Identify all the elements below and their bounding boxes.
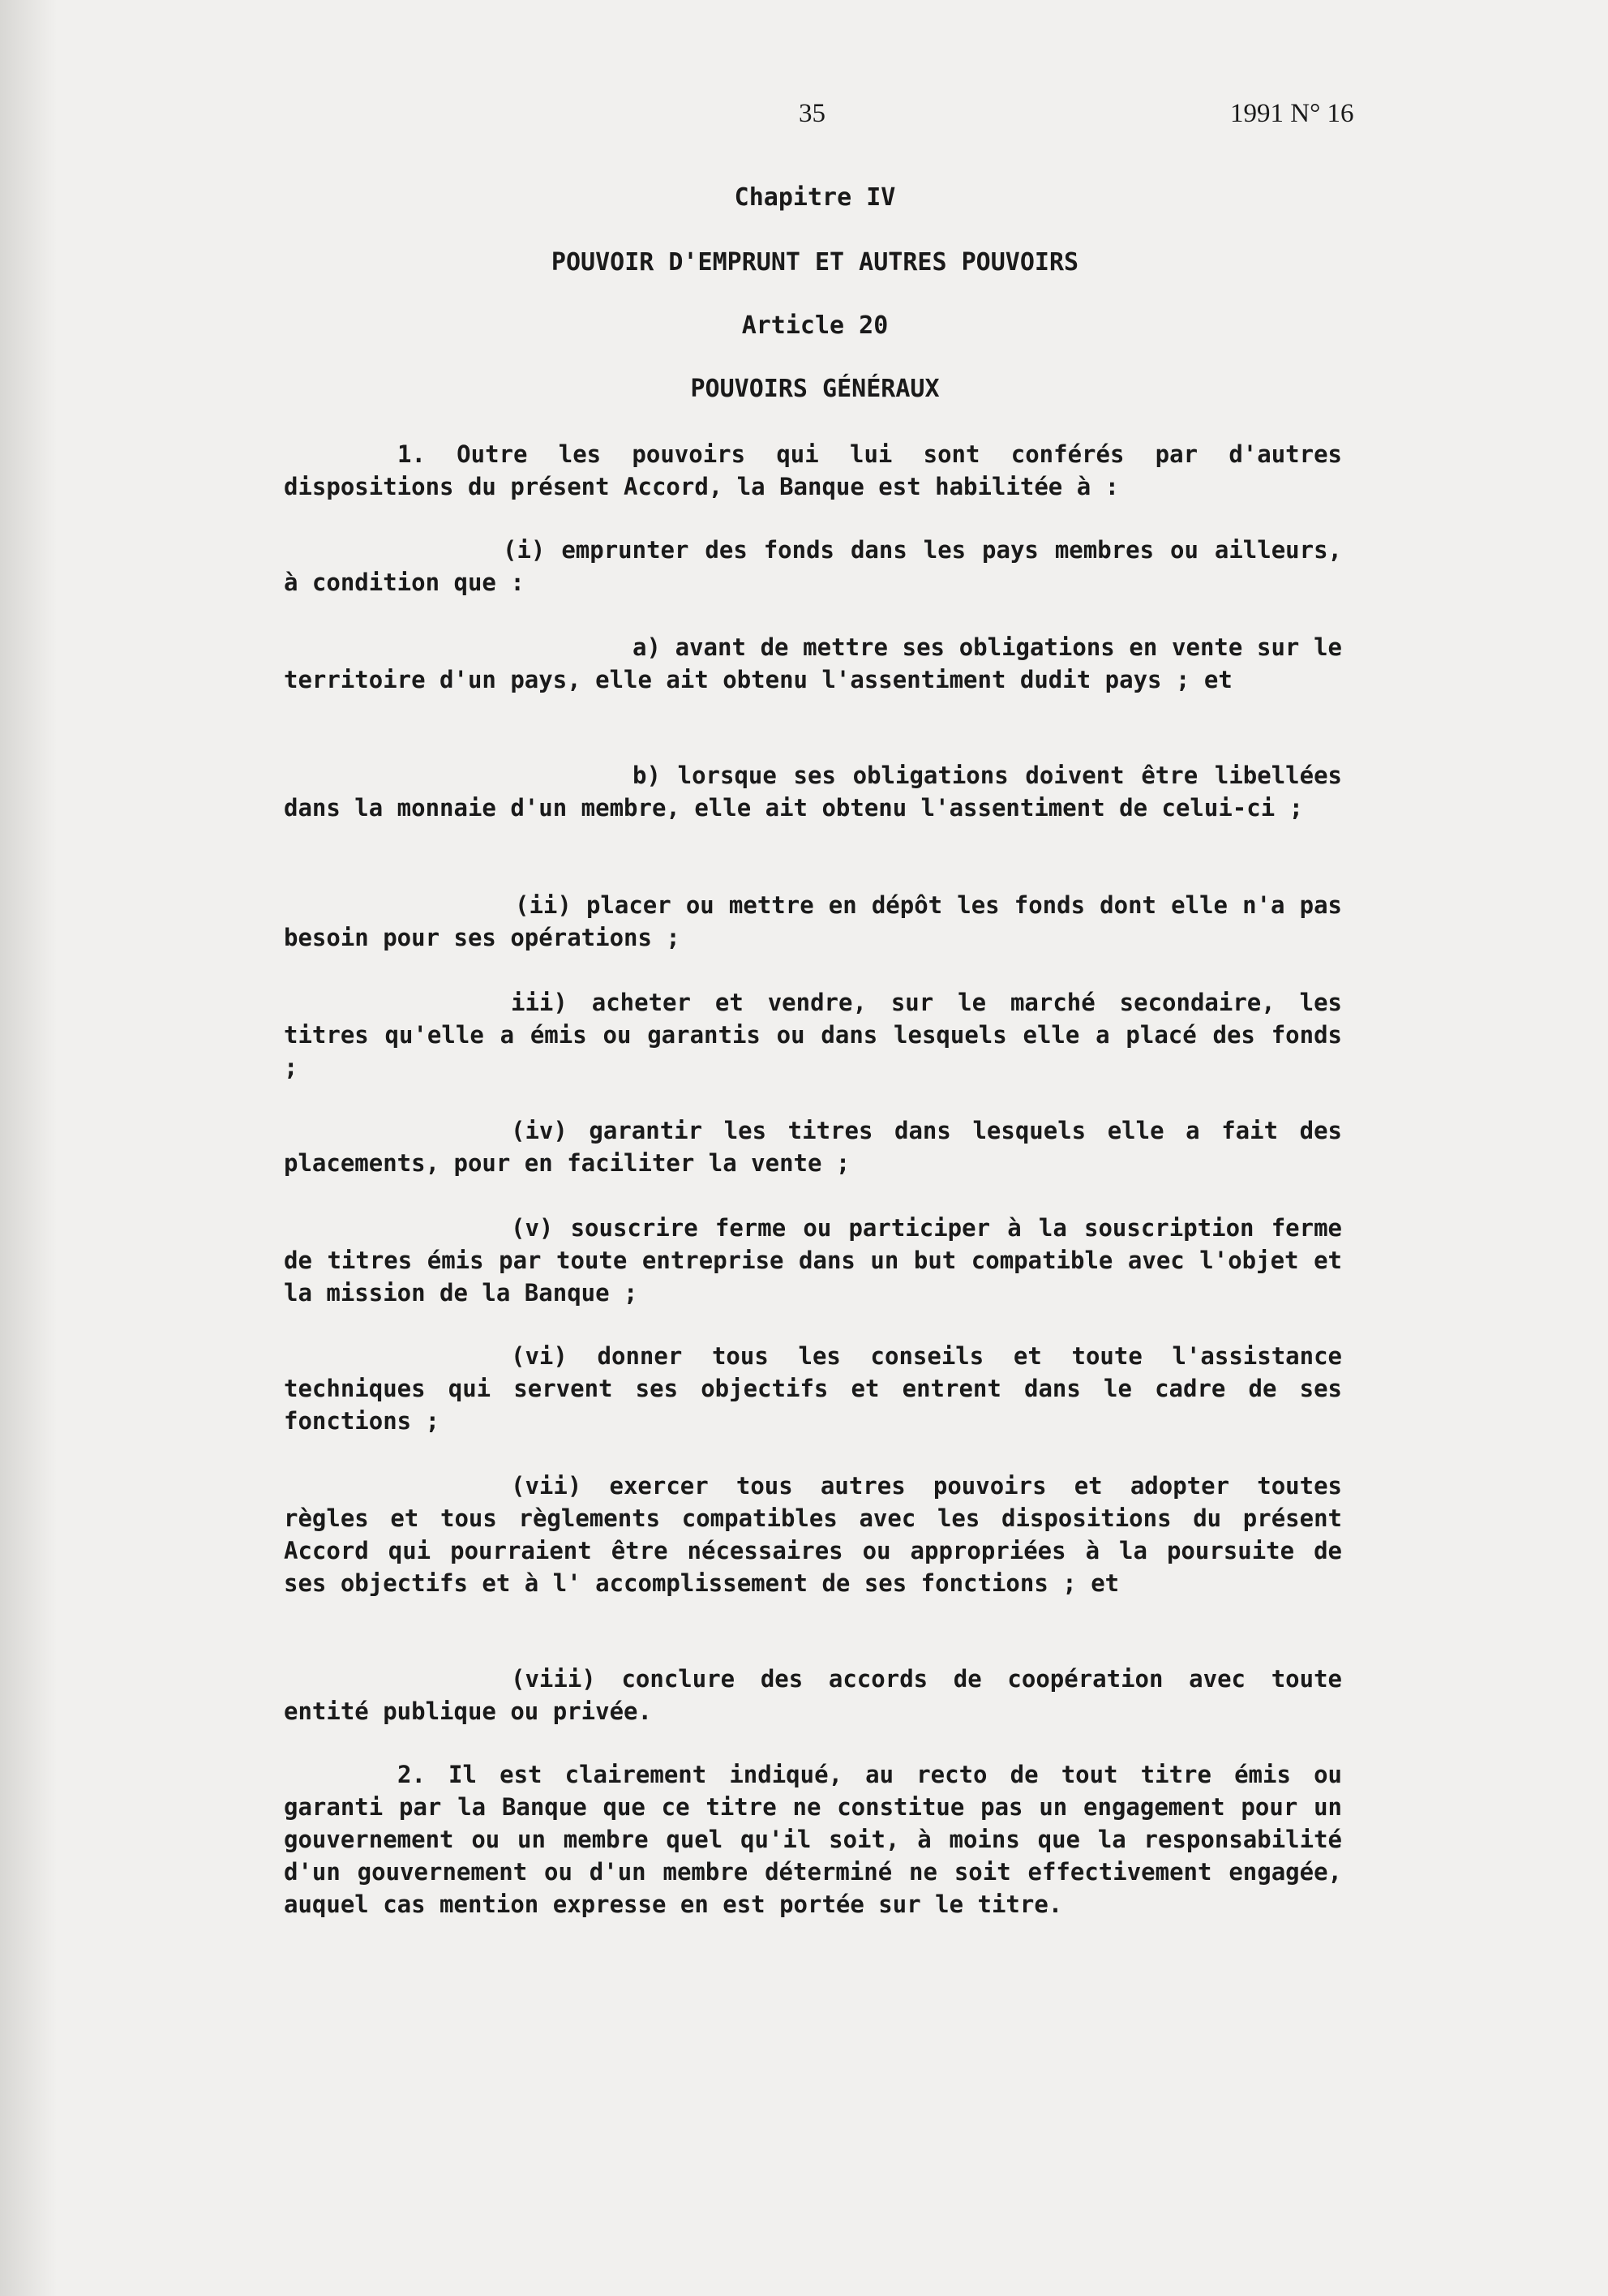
article-title: POUVOIRS GÉNÉRAUX [690, 375, 940, 403]
chapter-title: POUVOIR D'EMPRUNT ET AUTRES POUVOIRS [551, 248, 1079, 277]
paragraph-iii [284, 986, 1342, 1084]
paragraph-2 [284, 1758, 1342, 1920]
paragraph-i [284, 534, 1342, 599]
paragraph-text: (iv) garantir les titres dans lesquels elle a fait des placements, pour en faciliter la vente ; [284, 1117, 1342, 1177]
paragraph-text: (vi) donner tous les conseils et toute l'assistance techniques qui servent ses objectifs et entrent dans le cadre de ses fonctions ; [284, 1342, 1342, 1435]
paragraph-ii [284, 889, 1342, 954]
paragraph-viii [284, 1663, 1342, 1727]
paragraph-text: (ii) placer ou mettre en dépôt les fonds dont elle n'a pas besoin pour ses opérations ; [284, 891, 1342, 951]
article-heading: Article 20 [741, 311, 889, 340]
paragraph-vi [284, 1340, 1342, 1437]
paragraph-vii [284, 1470, 1342, 1599]
paragraph-text: 2. Il est clairement indiqué, au recto de tout titre émis ou garanti par la Banque que ce titre ne constitue pas un engagement pour un gouvernement ou un membre quel qu'il soit, à moins que la responsabilité d'un gouvernement ou d'un membre déterminé ne soit effectivement engagée, auquel cas mention expresse en est portée sur le titre. [284, 1761, 1342, 1918]
paragraph-text: b) lorsque ses obligations doivent être libellées dans la monnaie d'un membre, elle ait obtenu l'assentiment de celui-ci ; [284, 762, 1342, 822]
page-number: 35 [799, 99, 825, 128]
paragraph-text: a) avant de mettre ses obligations en vente sur le territoire d'un pays, elle ait obtenu l'assentiment dudit pays ; et [284, 633, 1342, 693]
paragraph-b [284, 759, 1342, 824]
paragraph-iv [284, 1114, 1342, 1179]
paragraph-text: 1. Outre les pouvoirs qui lui sont conférés par d'autres dispositions du présent Accord, la Banque est habilitée à : [284, 440, 1342, 500]
page-edge-shadow [0, 0, 57, 2296]
paragraph-text: iii) acheter et vendre, sur le marché secondaire, les titres qu'elle a émis ou garantis ou dans lesquels elle a placé des fonds ; [284, 989, 1342, 1081]
paragraph-text: (i) emprunter des fonds dans les pays membres ou ailleurs, à condition que : [284, 536, 1342, 596]
paragraph-text: (viii) conclure des accords de coopération avec toute entité publique ou privée. [284, 1665, 1342, 1725]
paragraph-1 [284, 438, 1342, 503]
document-reference: 1991 N° 16 [1230, 99, 1354, 128]
paragraph-v [284, 1212, 1342, 1309]
paragraph-a [284, 631, 1342, 696]
paragraph-text: (vii) exercer tous autres pouvoirs et adopter toutes règles et tous règlements compatibles avec les dispositions du présent Accord qui pourraient être nécessaires ou appropriées à la poursuite de ses objectifs et à l' accomplissement de ses fonctions ; et [284, 1472, 1342, 1597]
chapter-heading: Chapitre IV [734, 183, 896, 212]
paragraph-text: (v) souscrire ferme ou participer à la souscription ferme de titres émis par toute entreprise dans un but compatible avec l'objet et la mission de la Banque ; [284, 1214, 1342, 1307]
